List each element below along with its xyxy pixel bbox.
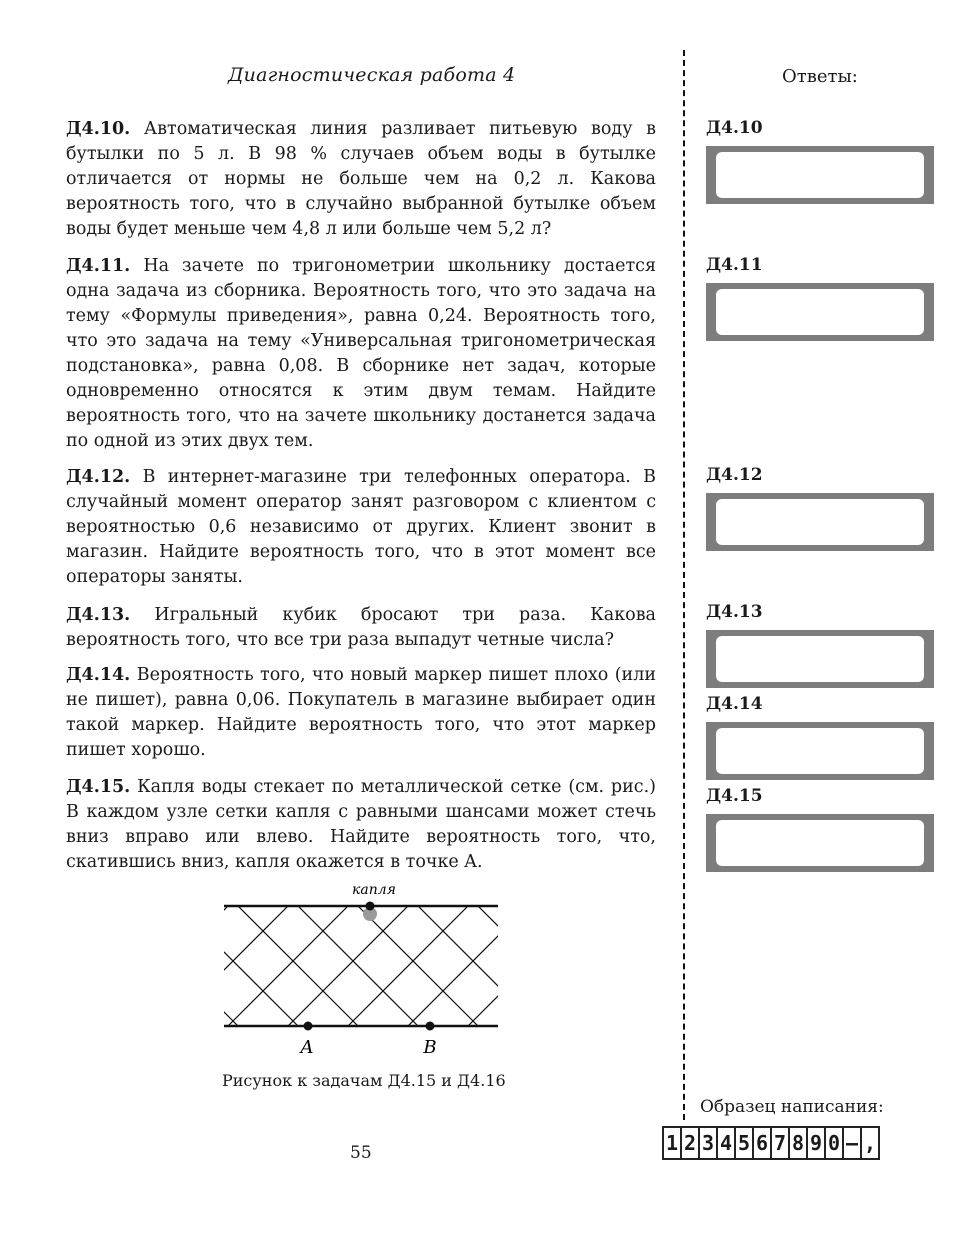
problem-id: Д4.11. <box>66 256 131 276</box>
net-figure <box>218 878 508 1067</box>
answer-field[interactable] <box>716 728 924 774</box>
answer-field[interactable] <box>716 820 924 866</box>
problem-d4-10 <box>66 117 656 242</box>
answer-label-d4-10: Д4.10 <box>706 118 763 138</box>
problem-d4-13 <box>66 603 656 653</box>
sample-digit: – <box>842 1126 862 1160</box>
point-b-label: B <box>423 1037 437 1058</box>
drop-label: капля <box>352 882 396 898</box>
sample-digit: 8 <box>788 1126 808 1160</box>
answer-label-d4-14: Д4.14 <box>706 694 763 714</box>
answer-field[interactable] <box>716 636 924 682</box>
sample-digits <box>662 1126 878 1160</box>
answer-label-d4-13: Д4.13 <box>706 602 763 622</box>
point-b-node <box>426 1022 435 1031</box>
problem-d4-12 <box>66 465 656 590</box>
answer-label-d4-11: Д4.11 <box>706 255 763 275</box>
sample-digit: 9 <box>806 1126 826 1160</box>
sample-digit: 6 <box>752 1126 772 1160</box>
answer-box-d4-10[interactable] <box>706 146 934 204</box>
problem-d4-14 <box>66 663 656 763</box>
dashed-divider <box>683 50 685 1120</box>
answer-field[interactable] <box>716 152 924 198</box>
net-diagram <box>218 878 508 1063</box>
answer-field[interactable] <box>716 499 924 545</box>
point-a-node <box>304 1022 313 1031</box>
answer-field[interactable] <box>716 289 924 335</box>
problem-text: На зачете по тригонометрии школьнику достается одна задача из сборника. Вероятность того, что это задача на тему «Формулы приведения», равна 0,24. Вероятность того, что это задача на тему «Универсальная тригонометрическая подстановка», равна 0,08. В сборнике нет задач, которые одновременно относятся к этим двум темам. Найдите вероятность того, что на зачете школьнику достанется задача по одной из этих двух тем. <box>66 256 656 451</box>
point-a-label: A <box>300 1037 314 1058</box>
problem-text: Игральный кубик бросают три раза. Какова вероятность того, что все три раза выпадут четные числа? <box>66 605 656 650</box>
answer-box-d4-13[interactable] <box>706 630 934 688</box>
answers-title: Ответы: <box>782 66 858 87</box>
problem-text: Капля воды стекает по металлической сетке (см. рис.) В каждом узле сетки капля с равными шансами может стечь вниз вправо или влево. Найдите вероятность того, что, скатившись вниз, капля окажется в точке A. <box>66 777 656 872</box>
answer-label-d4-12: Д4.12 <box>706 465 763 485</box>
answer-box-d4-11[interactable] <box>706 283 934 341</box>
page-header-title: Диагностическая работа 4 <box>228 64 516 86</box>
page-number: 55 <box>350 1143 372 1163</box>
problem-id: Д4.14. <box>66 665 131 685</box>
problem-id: Д4.15. <box>66 777 131 797</box>
answer-box-d4-15[interactable] <box>706 814 934 872</box>
problem-text: В интернет-магазине три телефонных оператора. В случайный момент оператор занят разговором с клиентом с вероятностью 0,6 независимо от других. Клиент звонит в магазин. Найдите вероятность того, что в этот момент все операторы заняты. <box>66 467 656 587</box>
sample-digit: 5 <box>734 1126 754 1160</box>
sample-digit: 1 <box>662 1126 682 1160</box>
problem-id: Д4.12. <box>66 467 131 487</box>
sample-digit: , <box>860 1126 880 1160</box>
sample-digit: 4 <box>716 1126 736 1160</box>
sample-digit: 2 <box>680 1126 700 1160</box>
answer-box-d4-12[interactable] <box>706 493 934 551</box>
sample-label: Образец написания: <box>700 1097 884 1117</box>
problem-d4-11 <box>66 254 656 454</box>
sample-digit: 0 <box>824 1126 844 1160</box>
answer-label-d4-15: Д4.15 <box>706 786 763 806</box>
answer-box-d4-14[interactable] <box>706 722 934 780</box>
figure-caption: Рисунок к задачам Д4.15 и Д4.16 <box>222 1071 506 1090</box>
problem-d4-15 <box>66 775 656 875</box>
problem-text: Вероятность того, что новый маркер пишет плохо (или не пишет), равна 0,06. Покупатель в магазине выбирает один такой маркер. Найдите вероятность того, что этот маркер пишет хорошо. <box>66 665 656 760</box>
sample-digit: 7 <box>770 1126 790 1160</box>
problem-id: Д4.13. <box>66 605 131 625</box>
drop-node <box>366 902 375 911</box>
problem-text: Автоматическая линия разливает питьевую воду в бутылки по 5 л. В 98 % случаев объем воды в бутылке отличается от нормы не больше чем на 0,2 л. Какова вероятность того, что в случайно выбранной бутылке объем воды будет меньше чем 4,8 л или больше чем 5,2 л? <box>66 119 656 239</box>
problem-id: Д4.10. <box>66 119 131 139</box>
sample-digit: 3 <box>698 1126 718 1160</box>
